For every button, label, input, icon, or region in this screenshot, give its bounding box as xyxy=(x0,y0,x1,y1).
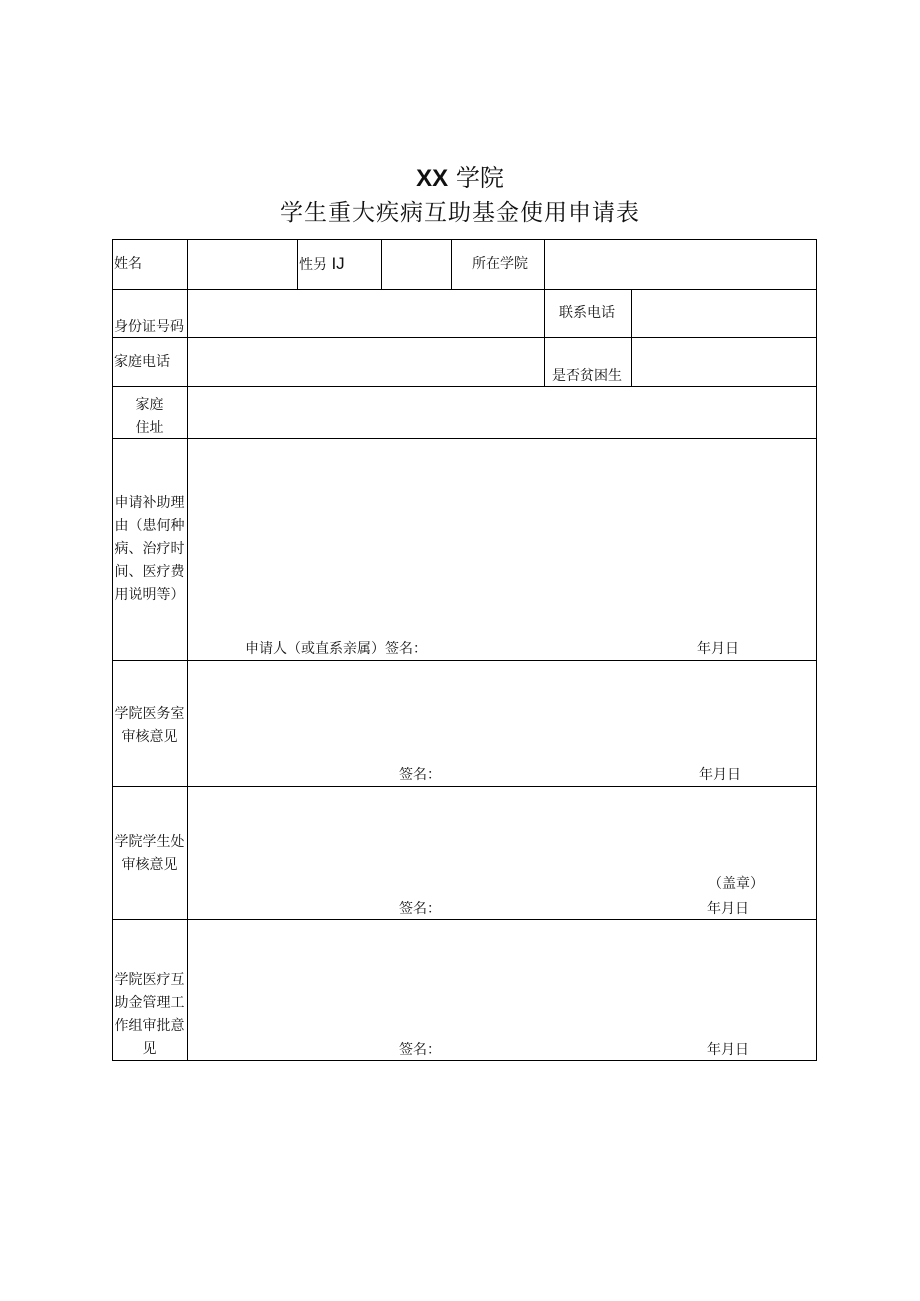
reason-label-line: 病、治疗时 xyxy=(114,541,185,557)
institution-prefix: XX xyxy=(416,165,449,192)
committee-approval-field[interactable] xyxy=(188,920,816,1035)
student-office-review-label-line: 审核意见 xyxy=(121,857,178,873)
address-field[interactable] xyxy=(188,387,816,438)
name-label: 姓名 xyxy=(114,256,142,272)
student-office-review-label xyxy=(112,831,187,877)
contact-phone-field[interactable] xyxy=(632,290,816,337)
applicant-signature-label: 申请人（或直系亲属）签名： xyxy=(245,641,427,657)
clinic-review-label xyxy=(112,703,187,749)
column-divider xyxy=(297,239,298,290)
seal-label: （盖章） xyxy=(708,876,764,892)
clinic-date-label: 年月日 xyxy=(699,767,741,783)
column-divider xyxy=(451,239,452,290)
home-phone-label: 家庭电话 xyxy=(114,354,170,370)
institution-suffix: 学院 xyxy=(455,164,504,192)
committee-approval-label xyxy=(112,969,187,1061)
student-office-date-label: 年月日 xyxy=(707,901,749,917)
poverty-status-label: 是否贫困生 xyxy=(552,368,622,384)
institution-title xyxy=(0,160,920,197)
reason-label-line: 由（患何种 xyxy=(114,518,185,534)
column-divider xyxy=(544,289,545,387)
student-office-signature-label: 签名： xyxy=(399,901,441,917)
clinic-signature-label: 签名： xyxy=(399,767,441,783)
clinic-review-field[interactable] xyxy=(188,661,816,761)
table-border-right xyxy=(816,239,817,1061)
poverty-status-field[interactable] xyxy=(632,338,816,386)
committee-signature-label: 签名： xyxy=(399,1042,441,1058)
gender-field[interactable] xyxy=(382,239,451,289)
reason-label-line: 间、医疗费 xyxy=(114,564,185,580)
gender-label-text: 性另 xyxy=(299,257,327,273)
application-form-table xyxy=(112,239,817,1061)
home-phone-field[interactable] xyxy=(188,338,544,386)
clinic-review-label-line: 审核意见 xyxy=(121,729,178,745)
id-number-field[interactable] xyxy=(188,290,544,337)
gender-label-mark: IJ xyxy=(331,254,345,273)
committee-approval-label-line: 见 xyxy=(142,1041,157,1057)
id-number-label: 身份证号码 xyxy=(114,319,184,335)
clinic-review-label-line: 学院医务室 xyxy=(114,706,185,722)
committee-approval-label-line: 作组审批意 xyxy=(114,1018,185,1034)
applicant-date-label: 年月日 xyxy=(697,641,739,657)
college-label: 所在学院 xyxy=(472,256,528,272)
reason-label-line: 申请补助理 xyxy=(114,495,185,511)
student-office-review-field[interactable] xyxy=(188,787,816,872)
college-field[interactable] xyxy=(545,239,816,289)
student-office-review-label-line: 学院学生处 xyxy=(114,834,185,850)
address-label xyxy=(112,394,187,440)
form-title: 学生重大疾病互助基金使用申请表 xyxy=(280,200,640,226)
committee-approval-label-line: 助金管理工 xyxy=(114,995,185,1011)
reason-field[interactable] xyxy=(188,439,816,629)
address-label-line: 家庭 xyxy=(135,397,164,413)
reason-label xyxy=(112,492,187,607)
address-label-line: 住址 xyxy=(135,420,164,436)
committee-date-label: 年月日 xyxy=(707,1042,749,1058)
reason-label-line: 用说明等） xyxy=(114,587,185,603)
name-field[interactable] xyxy=(188,239,297,289)
committee-approval-label-line: 学院医疗互 xyxy=(114,972,185,988)
table-border-left xyxy=(112,239,113,1061)
gender-label xyxy=(299,253,345,276)
contact-phone-label: 联系电话 xyxy=(559,305,615,321)
